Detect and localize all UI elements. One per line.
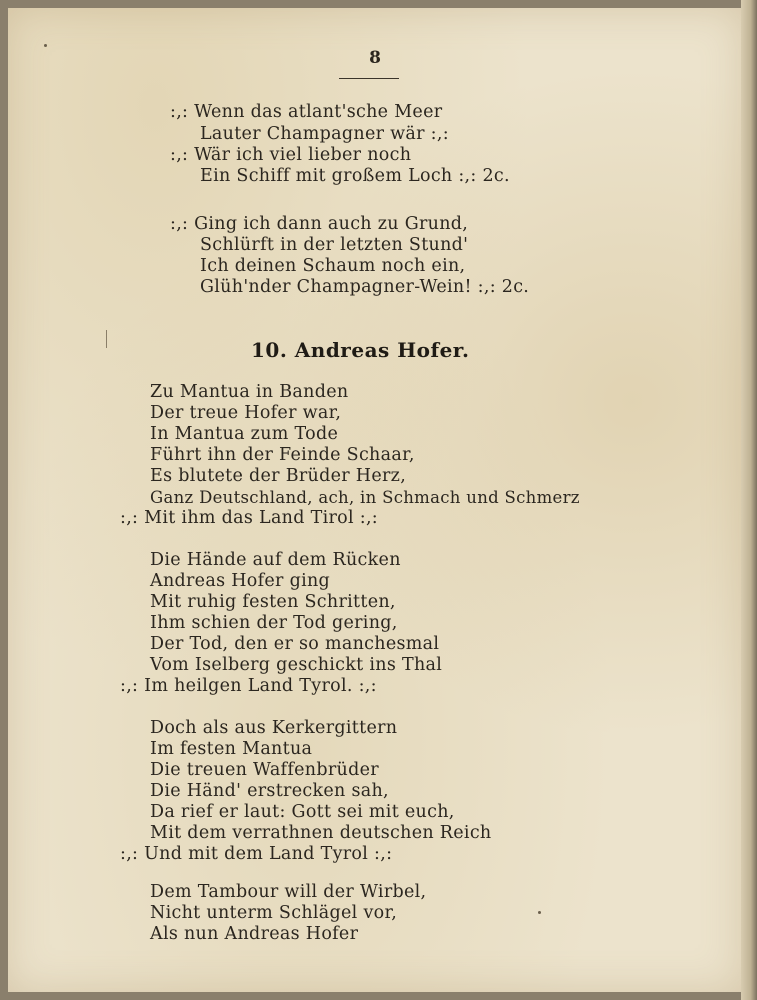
verse-line: Der Tod, den er so manchesmal (150, 634, 440, 654)
book-page (8, 8, 742, 992)
paper-speck (44, 44, 47, 47)
verse-line: Lauter Champagner wär :,: (200, 124, 449, 144)
verse-line: Da rief er laut: Gott sei mit euch, (150, 802, 455, 822)
verse-line: Die treuen Waffenbrüder (150, 760, 379, 780)
verse-line: Im festen Mantua (150, 739, 313, 759)
verse-line: Ihm schien der Tod gering, (150, 613, 398, 633)
verse-line: Ganz Deutschland, ach, in Schmach und Schmerz (150, 488, 580, 507)
verse-line: Ein Schiff mit großem Loch :,: 2c. (200, 166, 510, 186)
verse-line: :,: Mit ihm das Land Tirol :,: (120, 508, 379, 528)
paper-mark (106, 330, 107, 348)
verse-line: :,: Ging ich dann auch zu Grund, (170, 214, 469, 234)
verse-line: Mit ruhig festen Schritten, (150, 592, 396, 612)
verse-line: Es blutete der Brüder Herz, (150, 466, 407, 486)
verse-line: Dem Tambour will der Wirbel, (150, 882, 427, 902)
verse-line: Der treue Hofer war, (150, 403, 342, 423)
verse-line: Die Hände auf dem Rücken (150, 550, 401, 570)
verse-line: Glüh'nder Champagner-Wein! :,: 2c. (200, 277, 530, 297)
verse-line: :,: Im heilgen Land Tyrol. :,: (120, 676, 377, 696)
verse-line: Nicht unterm Schlägel vor, (150, 903, 398, 923)
page-number-rule (339, 78, 399, 79)
page-edge (741, 0, 757, 1000)
verse-line: :,: Wenn das atlant'sche Meer (170, 102, 443, 122)
verse-line: Zu Mantua in Banden (150, 382, 349, 402)
song-title: 10. Andreas Hofer. (251, 338, 470, 362)
paper-speck (538, 911, 541, 914)
verse-line: :,: Wär ich viel lieber noch (170, 145, 412, 165)
verse-line: Als nun Andreas Hofer (150, 924, 359, 944)
verse-line: Andreas Hofer ging (150, 571, 331, 591)
verse-line: Vom Iselberg geschickt ins Thal (150, 655, 443, 675)
verse-line: In Mantua zum Tode (150, 424, 339, 444)
verse-line: Die Händ' erstrecken sah, (150, 781, 389, 801)
verse-line: Ich deinen Schaum noch ein, (200, 256, 466, 276)
verse-line: :,: Und mit dem Land Tyrol :,: (120, 844, 393, 864)
verse-line: Doch als aus Kerkergittern (150, 718, 398, 738)
verse-line: Mit dem verrathnen deutschen Reich (150, 823, 492, 843)
verse-line: Schlürft in der letzten Stund' (200, 235, 469, 255)
verse-line: Führt ihn der Feinde Schaar, (150, 445, 415, 465)
page-number: 8 (369, 48, 381, 68)
